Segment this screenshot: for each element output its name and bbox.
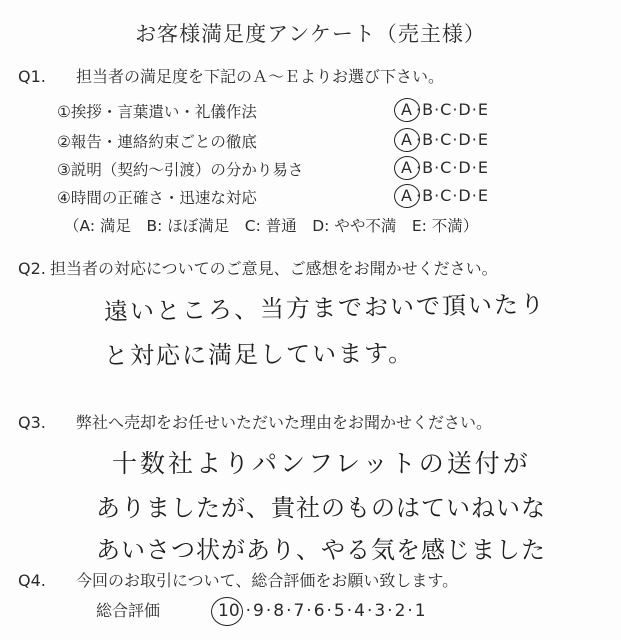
q1-selected-choice: A: [398, 158, 416, 177]
q1-item-reporting: ②報告・連絡約束ごとの徹底: [57, 133, 257, 151]
q1-other-choices: ·B·C·D·E: [416, 186, 489, 205]
selection-circle: [211, 597, 243, 626]
q3-answer-line-2: ありましたが、貴社のものはていねいな: [96, 494, 546, 522]
q4-other-scores: ·9·8·7·6·5·4·3·2·1: [245, 601, 428, 621]
q4-score-row: [96, 598, 428, 621]
q1-choices-reporting: [398, 130, 489, 149]
q1-choices-greeting: [398, 100, 489, 119]
q4-heading: [18, 568, 458, 591]
q1-item-punctuality: ④時間の正確さ・迅速な対応: [57, 189, 257, 207]
q1-question: 担当者の満足度を下記のＡ～Ｅよりお選び下さい。: [76, 67, 445, 86]
q3-heading: [18, 410, 492, 433]
q2-heading: [18, 256, 498, 279]
q4-score-label: 総合評価: [96, 601, 161, 620]
q1-other-choices: ·B·C·D·E: [416, 158, 489, 177]
q3-question: 弊社へ売却をお任せいただいた理由をお聞かせください。: [76, 413, 493, 432]
q4-number: Q4.: [18, 571, 46, 590]
q1-number: Q1.: [18, 67, 46, 86]
q3-answer-line-3: あいさつ状があり、やる気を感じました: [96, 536, 546, 564]
q1-selected-choice: A: [398, 130, 416, 149]
q1-selected-choice: A: [398, 186, 416, 205]
q3-number: Q3.: [18, 413, 46, 432]
q3-answer-line-1: 十数社よりパンフレットの送付が: [112, 449, 531, 478]
q2-answer-line-1: 遠いところ、当方までおいで頂いたり: [103, 290, 547, 326]
q1-selected-choice: A: [398, 100, 416, 119]
q1-choices-punctuality: [398, 186, 489, 205]
q2-number: Q2.: [18, 259, 46, 278]
q4-question: 今回のお取引について、総合評価をお願い致します。: [76, 571, 459, 590]
survey-title: お客様満足度アンケート（売主様）: [135, 22, 486, 46]
q1-item-greeting: ①挨拶・言葉遣い・礼儀作法: [57, 103, 257, 121]
q1-item-explanation: ③説明（契約～引渡）の分かり易さ: [57, 161, 304, 179]
q4-selected-score: 10: [214, 601, 244, 621]
q1-rating-legend: （A: 満足 B: ほぼ満足 C: 普通 D: やや不満 E: 不満）: [64, 217, 479, 235]
q1-other-choices: ·B·C·D·E: [416, 100, 489, 119]
q2-question: 担当者の対応についてのご意見、ご感想をお聞かせください。: [50, 259, 498, 278]
q1-heading: [18, 64, 444, 87]
q1-other-choices: ·B·C·D·E: [416, 130, 489, 149]
q1-choices-explanation: [398, 158, 489, 177]
q2-answer-line-2: と対応に満足しています。: [103, 339, 415, 370]
